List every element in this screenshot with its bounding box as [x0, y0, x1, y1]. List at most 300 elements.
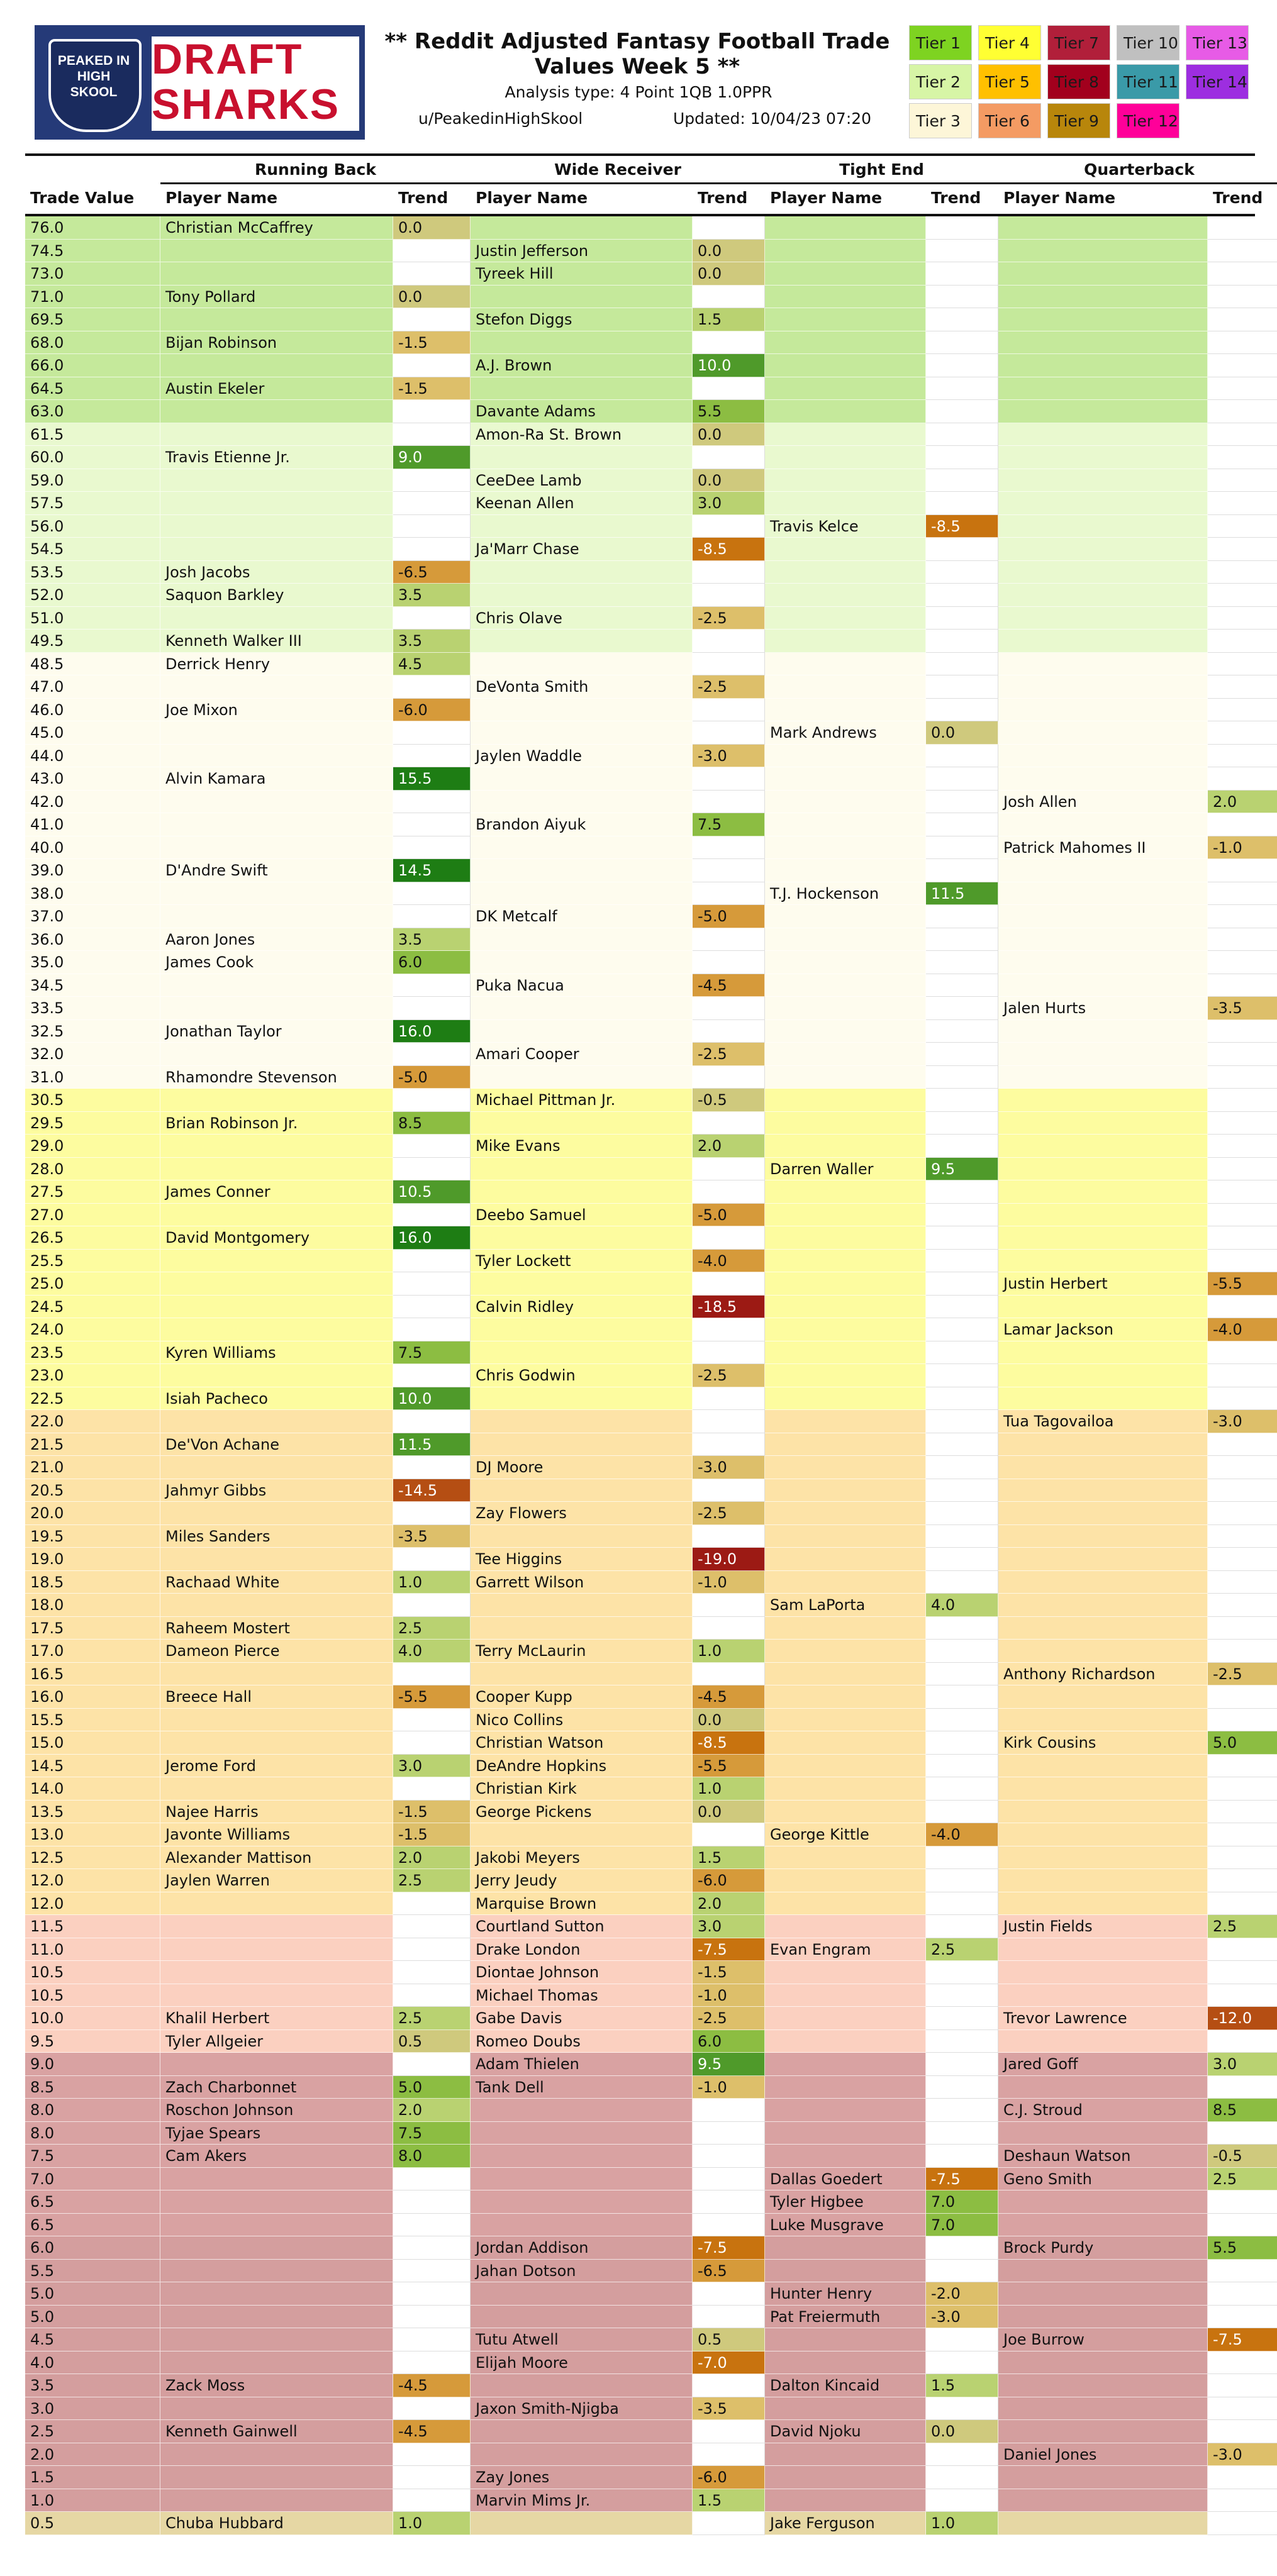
- cell-te-player: Hunter Henry: [765, 2282, 926, 2306]
- cell-qb-trend: [1208, 1296, 1277, 1319]
- cell-te-player: [765, 1204, 926, 1227]
- cell-qb-player: [998, 2260, 1208, 2283]
- cell-rb-player: Dameon Pierce: [160, 1640, 393, 1663]
- cell-te-trend: [926, 1135, 998, 1158]
- cell-trade-value: 14.5: [25, 1755, 160, 1778]
- cell-rb-trend: [393, 1961, 471, 1984]
- cell-wr-trend: 1.5: [693, 2489, 765, 2512]
- cell-wr-trend: [693, 997, 765, 1020]
- cell-rb-trend: [393, 2443, 471, 2467]
- logo-brand-line-1: DRAFT: [152, 35, 303, 83]
- cell-trade-value: 24.5: [25, 1296, 160, 1319]
- cell-wr-player: [471, 1180, 693, 1204]
- cell-trade-value: 68.0: [25, 331, 160, 355]
- cell-rb-trend: [393, 1089, 471, 1112]
- cell-rb-player: [160, 2351, 393, 2375]
- cell-rb-player: [160, 745, 393, 768]
- cell-wr-trend: [693, 377, 765, 401]
- cell-trade-value: 74.5: [25, 240, 160, 263]
- cell-trade-value: 15.5: [25, 1709, 160, 1732]
- cell-qb-trend: [1208, 286, 1277, 309]
- table-row: [25, 538, 1255, 561]
- cell-te-trend: [926, 1020, 998, 1043]
- cell-qb-trend: [1208, 1158, 1277, 1181]
- cell-wr-player: [471, 1433, 693, 1457]
- table-row: [25, 446, 1255, 469]
- page-title: ** Reddit Adjusted Fantasy Football Trade Values Week 5 **: [384, 29, 890, 79]
- cell-te-trend: [926, 492, 998, 515]
- cell-rb-player: Tyjae Spears: [160, 2122, 393, 2145]
- cell-te-trend: [926, 1892, 998, 1916]
- cell-wr-player: [471, 1066, 693, 1089]
- cell-rb-player: [160, 1777, 393, 1801]
- cell-qb-player: [998, 538, 1208, 561]
- cell-trade-value: 25.5: [25, 1250, 160, 1273]
- cell-wr-player: [471, 836, 693, 860]
- group-running-back: Running Back: [160, 157, 471, 184]
- cell-rb-trend: [393, 1938, 471, 1962]
- cell-rb-trend: [393, 1548, 471, 1571]
- cell-qb-player: [998, 1387, 1208, 1411]
- cell-te-player: T.J. Hockenson: [765, 882, 926, 906]
- cell-wr-trend: [693, 2512, 765, 2535]
- cell-rb-player: Rhamondre Stevenson: [160, 1066, 393, 1089]
- table-row: [25, 1066, 1255, 1089]
- cell-rb-trend: [393, 2351, 471, 2375]
- cell-trade-value: 13.5: [25, 1801, 160, 1824]
- cell-qb-player: [998, 882, 1208, 906]
- cell-trade-value: 1.5: [25, 2466, 160, 2489]
- cell-rb-player: [160, 262, 393, 286]
- cell-te-trend: [926, 607, 998, 630]
- table-row: [25, 2512, 1255, 2535]
- cell-rb-player: [160, 400, 393, 423]
- cell-te-trend: [926, 1043, 998, 1066]
- cell-wr-trend: [693, 1066, 765, 1089]
- cell-qb-player: [998, 1226, 1208, 1250]
- cell-te-trend: 0.0: [926, 2420, 998, 2443]
- cell-wr-player: [471, 1617, 693, 1640]
- cell-wr-player: [471, 286, 693, 309]
- cell-te-trend: [926, 836, 998, 860]
- cell-wr-player: Tutu Atwell: [471, 2328, 693, 2351]
- cell-qb-trend: [1208, 561, 1277, 584]
- cell-trade-value: 61.5: [25, 423, 160, 447]
- cell-te-trend: [926, 1731, 998, 1755]
- cell-trade-value: 6.5: [25, 2190, 160, 2214]
- table-row: [25, 377, 1255, 401]
- cell-trade-value: 3.5: [25, 2374, 160, 2397]
- cell-te-player: [765, 1685, 926, 1709]
- cell-wr-trend: [693, 2099, 765, 2122]
- cell-wr-trend: 0.0: [693, 1801, 765, 1824]
- table-row: [25, 745, 1255, 768]
- cell-qb-trend: [1208, 1777, 1277, 1801]
- cell-te-player: [765, 859, 926, 882]
- cell-rb-player: [160, 836, 393, 860]
- cell-te-player: [765, 630, 926, 653]
- cell-rb-trend: 9.0: [393, 446, 471, 469]
- cell-wr-player: [471, 1410, 693, 1433]
- cell-qb-player: [998, 2374, 1208, 2397]
- cell-te-player: [765, 1640, 926, 1663]
- cell-wr-trend: [693, 1617, 765, 1640]
- table-row: [25, 1709, 1255, 1732]
- table-row: [25, 1961, 1255, 1984]
- cell-trade-value: 5.0: [25, 2282, 160, 2306]
- cell-qb-player: [998, 1846, 1208, 1870]
- cell-rb-player: Kenneth Walker III: [160, 630, 393, 653]
- col-rb-trend: Trend: [398, 189, 449, 207]
- cell-qb-player: [998, 561, 1208, 584]
- cell-qb-player: [998, 607, 1208, 630]
- table-row: [25, 2236, 1255, 2260]
- cell-wr-player: Jaylen Waddle: [471, 745, 693, 768]
- cell-qb-trend: [1208, 2076, 1277, 2099]
- cell-qb-trend: [1208, 446, 1277, 469]
- cell-qb-trend: [1208, 308, 1277, 331]
- cell-qb-trend: [1208, 1892, 1277, 1916]
- cell-qb-player: [998, 699, 1208, 722]
- cell-wr-player: Tyler Lockett: [471, 1250, 693, 1273]
- table-row: [25, 1617, 1255, 1640]
- cell-rb-player: [160, 791, 393, 814]
- cell-rb-player: [160, 2260, 393, 2283]
- cell-te-trend: [926, 1548, 998, 1571]
- cell-qb-trend: [1208, 2351, 1277, 2375]
- cell-te-player: [765, 675, 926, 699]
- updated-timestamp: Updated: 10/04/23 07:20: [673, 109, 872, 128]
- cell-qb-player: [998, 2466, 1208, 2489]
- cell-te-player: [765, 2236, 926, 2260]
- cell-trade-value: 3.0: [25, 2397, 160, 2421]
- cell-qb-trend: [1208, 1801, 1277, 1824]
- cell-te-trend: 7.0: [926, 2190, 998, 2214]
- table-row: [25, 767, 1255, 791]
- cell-wr-player: George Pickens: [471, 1801, 693, 1824]
- cell-wr-trend: [693, 1525, 765, 1548]
- cell-qb-trend: [1208, 1594, 1277, 1617]
- cell-te-trend: 7.0: [926, 2214, 998, 2237]
- cell-qb-player: [998, 469, 1208, 492]
- table-row: [25, 1272, 1255, 1296]
- cell-te-trend: [926, 859, 998, 882]
- cell-te-trend: [926, 1755, 998, 1778]
- cell-rb-trend: [393, 1204, 471, 1227]
- table-row: [25, 2443, 1255, 2467]
- cell-rb-player: [160, 813, 393, 836]
- cell-rb-trend: [393, 2168, 471, 2191]
- cell-wr-trend: [693, 1180, 765, 1204]
- cell-wr-trend: -3.0: [693, 1456, 765, 1479]
- cell-te-trend: -3.0: [926, 2306, 998, 2329]
- table-row: [25, 2420, 1255, 2443]
- cell-qb-trend: [1208, 2214, 1277, 2237]
- cell-wr-player: [471, 1272, 693, 1296]
- cell-qb-player: [998, 721, 1208, 745]
- cell-wr-player: [471, 584, 693, 607]
- cell-te-trend: [926, 2328, 998, 2351]
- table-row: [25, 1502, 1255, 1525]
- column-header-row: [25, 182, 1263, 216]
- cell-trade-value: 57.5: [25, 492, 160, 515]
- cell-rb-player: James Cook: [160, 951, 393, 974]
- cell-wr-trend: [693, 1020, 765, 1043]
- cell-rb-player: [160, 2053, 393, 2076]
- cell-te-player: Evan Engram: [765, 1938, 926, 1962]
- cell-te-trend: [926, 1915, 998, 1938]
- cell-te-trend: [926, 1663, 998, 1686]
- cell-rb-trend: [393, 745, 471, 768]
- cell-wr-trend: [693, 2122, 765, 2145]
- cell-wr-trend: [693, 1479, 765, 1502]
- cell-te-player: [765, 2328, 926, 2351]
- cell-qb-player: [998, 1755, 1208, 1778]
- cell-rb-player: [160, 354, 393, 377]
- cell-te-trend: [926, 286, 998, 309]
- cell-rb-trend: 6.0: [393, 951, 471, 974]
- cell-rb-trend: [393, 1250, 471, 1273]
- table-row: [25, 2076, 1255, 2099]
- cell-rb-player: [160, 974, 393, 997]
- cell-rb-player: [160, 1709, 393, 1732]
- cell-rb-player: Derrick Henry: [160, 653, 393, 676]
- cell-qb-player: [998, 1479, 1208, 1502]
- cell-wr-trend: 2.0: [693, 1135, 765, 1158]
- cell-wr-player: [471, 216, 693, 240]
- cell-rb-player: [160, 1204, 393, 1227]
- table-row: [25, 721, 1255, 745]
- cell-wr-player: [471, 791, 693, 814]
- cell-te-player: [765, 1755, 926, 1778]
- cell-wr-trend: [693, 1594, 765, 1617]
- cell-wr-trend: -6.5: [693, 2260, 765, 2283]
- cell-qb-player: [998, 2489, 1208, 2512]
- cell-te-player: [765, 1272, 926, 1296]
- cell-rb-player: [160, 882, 393, 906]
- cell-wr-trend: -1.0: [693, 2076, 765, 2099]
- logo: [35, 25, 365, 140]
- cell-rb-trend: 10.0: [393, 1387, 471, 1411]
- cell-te-player: [765, 1180, 926, 1204]
- table-row: [25, 2214, 1255, 2237]
- cell-rb-player: [160, 240, 393, 263]
- cell-qb-trend: [1208, 1364, 1277, 1387]
- cell-qb-player: [998, 1180, 1208, 1204]
- cell-qb-trend: [1208, 423, 1277, 447]
- cell-wr-trend: -8.5: [693, 1731, 765, 1755]
- cell-rb-trend: [393, 905, 471, 928]
- cell-trade-value: 15.0: [25, 1731, 160, 1755]
- cell-qb-trend: [1208, 1226, 1277, 1250]
- cell-te-player: [765, 354, 926, 377]
- cell-wr-trend: [693, 928, 765, 952]
- cell-rb-trend: -3.5: [393, 1525, 471, 1548]
- cell-rb-trend: [393, 2282, 471, 2306]
- cell-te-trend: [926, 331, 998, 355]
- cell-te-player: Tyler Higbee: [765, 2190, 926, 2214]
- cell-wr-player: Ja'Marr Chase: [471, 538, 693, 561]
- cell-te-trend: [926, 2397, 998, 2421]
- cell-rb-player: [160, 2282, 393, 2306]
- cell-rb-trend: 11.5: [393, 1433, 471, 1457]
- table-row: [25, 813, 1255, 836]
- cell-rb-trend: 10.5: [393, 1180, 471, 1204]
- cell-trade-value: 2.5: [25, 2420, 160, 2443]
- cell-wr-player: Michael Thomas: [471, 1984, 693, 2007]
- cell-te-trend: [926, 791, 998, 814]
- cell-te-player: [765, 492, 926, 515]
- cell-qb-player: [998, 1158, 1208, 1181]
- cell-qb-trend: [1208, 721, 1277, 745]
- cell-qb-trend: 3.0: [1208, 2053, 1277, 2076]
- tier-legend-item: Tier 13: [1186, 25, 1249, 60]
- cell-trade-value: 59.0: [25, 469, 160, 492]
- cell-te-trend: [926, 2122, 998, 2145]
- cell-rb-player: [160, 308, 393, 331]
- cell-trade-value: 7.0: [25, 2168, 160, 2191]
- cell-trade-value: 1.0: [25, 2489, 160, 2512]
- cell-te-player: [765, 286, 926, 309]
- cell-qb-trend: 2.5: [1208, 2168, 1277, 2191]
- cell-trade-value: 32.5: [25, 1020, 160, 1043]
- cell-rb-player: [160, 1938, 393, 1962]
- table-row: [25, 1180, 1255, 1204]
- cell-qb-trend: [1208, 1341, 1277, 1365]
- cell-qb-player: [998, 2190, 1208, 2214]
- tier-legend-item: Tier 10: [1117, 25, 1179, 60]
- cell-qb-player: [998, 1296, 1208, 1319]
- cell-wr-player: [471, 2190, 693, 2214]
- cell-qb-trend: [1208, 2374, 1277, 2397]
- cell-te-player: [765, 216, 926, 240]
- cell-rb-trend: 2.5: [393, 2007, 471, 2030]
- cell-wr-player: [471, 997, 693, 1020]
- cell-wr-player: DJ Moore: [471, 1456, 693, 1479]
- cell-qb-player: Kirk Cousins: [998, 1731, 1208, 1755]
- cell-qb-player: Daniel Jones: [998, 2443, 1208, 2467]
- cell-te-trend: [926, 584, 998, 607]
- cell-rb-trend: -4.5: [393, 2420, 471, 2443]
- cell-wr-trend: 1.5: [693, 308, 765, 331]
- cell-wr-trend: [693, 951, 765, 974]
- cell-te-player: [765, 538, 926, 561]
- cell-trade-value: 46.0: [25, 699, 160, 722]
- table-row: [25, 2351, 1255, 2375]
- cell-rb-trend: [393, 997, 471, 1020]
- cell-qb-trend: [1208, 1755, 1277, 1778]
- table-row: [25, 1135, 1255, 1158]
- cell-qb-player: [998, 377, 1208, 401]
- table-row: [25, 951, 1255, 974]
- cell-qb-trend: -3.0: [1208, 2443, 1277, 2467]
- cell-wr-trend: -2.5: [693, 1364, 765, 1387]
- table-row: [25, 2053, 1255, 2076]
- header-divider: [25, 153, 1255, 156]
- cell-rb-player: [160, 1158, 393, 1181]
- cell-trade-value: 27.0: [25, 1204, 160, 1227]
- cell-trade-value: 14.0: [25, 1777, 160, 1801]
- cell-wr-player: [471, 699, 693, 722]
- cell-wr-player: Davante Adams: [471, 400, 693, 423]
- cell-te-trend: -4.0: [926, 1823, 998, 1846]
- cell-te-player: [765, 308, 926, 331]
- cell-trade-value: 44.0: [25, 745, 160, 768]
- cell-wr-player: Zay Jones: [471, 2466, 693, 2489]
- cell-wr-player: [471, 1226, 693, 1250]
- cell-te-trend: [926, 630, 998, 653]
- cell-rb-trend: 1.0: [393, 1571, 471, 1594]
- cell-rb-trend: 3.5: [393, 630, 471, 653]
- tier-legend-item: Tier 5: [978, 64, 1041, 99]
- cell-rb-player: Travis Etienne Jr.: [160, 446, 393, 469]
- cell-te-trend: [926, 1984, 998, 2007]
- cell-qb-player: [998, 630, 1208, 653]
- cell-rb-trend: 3.5: [393, 928, 471, 952]
- cell-wr-trend: -1.0: [693, 1571, 765, 1594]
- table-row: [25, 1685, 1255, 1709]
- cell-rb-player: [160, 2489, 393, 2512]
- cell-rb-player: [160, 1915, 393, 1938]
- cell-wr-trend: [693, 1318, 765, 1341]
- col-wr-trend: Trend: [698, 189, 748, 207]
- cell-rb-trend: [393, 1731, 471, 1755]
- table-row: [25, 308, 1255, 331]
- cell-rb-player: Najee Harris: [160, 1801, 393, 1824]
- cell-wr-player: A.J. Brown: [471, 354, 693, 377]
- table-row: [25, 2466, 1255, 2489]
- cell-qb-player: [998, 400, 1208, 423]
- cell-wr-trend: [693, 1410, 765, 1433]
- cell-te-player: Mark Andrews: [765, 721, 926, 745]
- cell-trade-value: 32.0: [25, 1043, 160, 1066]
- cell-qb-player: [998, 1433, 1208, 1457]
- table-row: [25, 1777, 1255, 1801]
- cell-qb-player: [998, 1640, 1208, 1663]
- cell-wr-player: [471, 2099, 693, 2122]
- cell-qb-player: Patrick Mahomes II: [998, 836, 1208, 860]
- cell-wr-trend: [693, 2190, 765, 2214]
- cell-trade-value: 6.0: [25, 2236, 160, 2260]
- cell-te-trend: [926, 400, 998, 423]
- cell-rb-player: Brian Robinson Jr.: [160, 1112, 393, 1135]
- cell-qb-player: [998, 1364, 1208, 1387]
- cell-rb-trend: -1.5: [393, 1801, 471, 1824]
- cell-rb-trend: [393, 492, 471, 515]
- cell-wr-trend: -7.5: [693, 2236, 765, 2260]
- table-row: [25, 1892, 1255, 1916]
- cell-te-player: [765, 1731, 926, 1755]
- cell-trade-value: 39.0: [25, 859, 160, 882]
- table-row: [25, 1433, 1255, 1457]
- cell-rb-trend: 2.5: [393, 1617, 471, 1640]
- cell-wr-trend: -2.5: [693, 1502, 765, 1525]
- cell-wr-player: [471, 2306, 693, 2329]
- cell-trade-value: 7.5: [25, 2145, 160, 2168]
- cell-qb-trend: [1208, 2420, 1277, 2443]
- cell-rb-trend: [393, 2053, 471, 2076]
- cell-te-player: [765, 2030, 926, 2053]
- cell-te-trend: -2.0: [926, 2282, 998, 2306]
- cell-wr-trend: [693, 1663, 765, 1686]
- cell-wr-player: Michael Pittman Jr.: [471, 1089, 693, 1112]
- tier-legend-item: Tier 14: [1186, 64, 1249, 99]
- table-row: [25, 2122, 1255, 2145]
- cell-te-player: [765, 1112, 926, 1135]
- cell-rb-trend: [393, 515, 471, 538]
- cell-wr-player: Terry McLaurin: [471, 1640, 693, 1663]
- cell-rb-player: [160, 675, 393, 699]
